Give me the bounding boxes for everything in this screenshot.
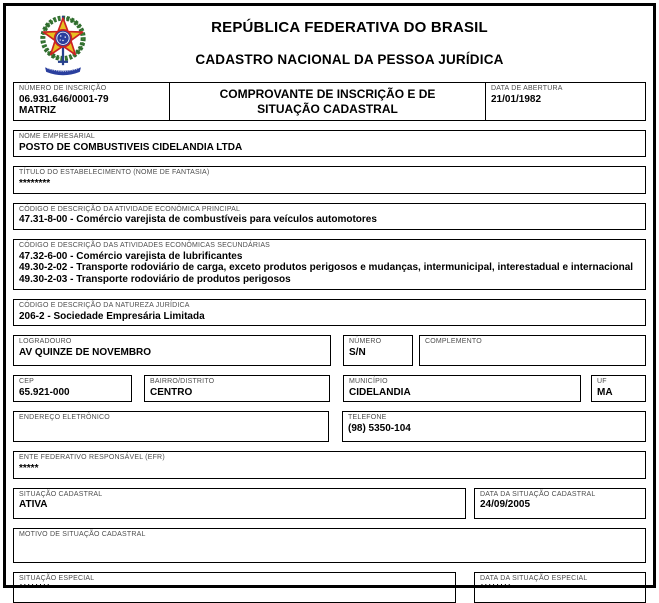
field-natureza-juridica [13,299,646,326]
bairro-value: CENTRO [150,386,193,398]
field-numero [343,335,413,366]
nome-empresarial-label: NOME EMPRESARIAL [19,133,95,140]
telefone-value: (98) 5350-104 [348,423,411,435]
efr-value: ***** [19,463,39,475]
field-telefone [342,411,646,442]
field-efr [13,451,646,478]
nome-fantasia-label: TÍTULO DO ESTABELECIMENTO (NOME DE FANTASIA) [19,169,210,177]
field-situacao-especial [13,572,456,603]
matriz-flag: MATRIZ [19,105,57,117]
complemento-label: COMPLEMENTO [425,338,482,346]
numero-label: NÚMERO [349,338,382,346]
header-titles [13,6,646,67]
data-abertura-label: DATA DE ABERTURA [491,85,563,92]
numero-value: S/N [349,346,366,358]
cep-label: CEP [19,378,34,386]
document-title-cell [170,83,485,120]
situacao-especial-value: ******** [19,583,51,595]
field-data-abertura [485,83,645,120]
cnpj-certificate-page [3,3,656,595]
top-row [13,82,646,121]
municipio-label: MUNICÍPIO [349,378,388,386]
registry-title: CADASTRO NACIONAL DA PESSOA JURÍDICA [195,52,504,67]
logradouro-value: AV QUINZE DE NOVEMBRO [19,346,152,358]
field-nome-fantasia [13,166,646,193]
field-logradouro [13,335,331,366]
atividade-secundaria-item: 49.30-2-03 - Transporte rodoviário de produtos perigosos [19,274,291,286]
field-nome-empresarial [13,130,646,157]
field-motivo-situacao-cadastral [13,528,646,563]
field-atividade-principal [13,203,646,230]
endereco-eletronico-label: ENDEREÇO ELETRÔNICO [19,414,110,422]
situacao-cadastral-value: ATIVA [19,499,48,511]
situacao-especial-label: SITUAÇÃO ESPECIAL [19,574,95,582]
data-situacao-cadastral-value: 24/09/2005 [480,499,531,511]
field-cep [13,375,132,402]
data-situacao-cadastral-label: DATA DA SITUAÇÃO CADASTRAL [480,490,596,498]
uf-value: MA [597,386,613,398]
atividade-principal-label: CÓDIGO E DESCRIÇÃO DA ATIVIDADE ECONÔMICA PRINCIPAL [19,205,241,213]
municipio-value: CIDELANDIA [349,386,411,398]
atividades-secundarias-label: CÓDIGO E DESCRIÇÃO DAS ATIVIDADES ECONÔMICAS SECUNDÁRIAS [19,241,271,249]
situacao-cadastral-label: SITUAÇÃO CADASTRAL [19,490,103,498]
nome-empresarial-value: POSTO DE COMBUSTIVEIS CIDELANDIA LTDA [19,141,243,153]
field-situacao-cadastral [13,488,466,519]
field-atividades-secundarias [13,239,646,290]
field-municipio [343,375,581,402]
atividade-secundaria-item: 47.32-6-00 - Comércio varejista de lubrificantes [19,250,243,262]
page-header [13,6,646,82]
numero-inscricao-label: NÚMERO DE INSCRIÇÃO [19,85,107,92]
field-endereco-eletronico [13,411,329,442]
republic-title: REPÚBLICA FEDERATIVA DO BRASIL [211,19,488,36]
motivo-situacao-label: MOTIVO DE SITUAÇÃO CADASTRAL [19,530,146,538]
numero-inscricao-value: 06.931.646/0001-79 [19,93,109,105]
field-data-situacao-cadastral [474,488,646,519]
field-data-situacao-especial [474,572,646,603]
field-uf [591,375,646,402]
bairro-label: BAIRRO/DISTRITO [150,378,215,386]
atividade-secundaria-item: 49.30-2-02 - Transporte rodoviário de carga, exceto produtos perigosos e mudanças, intermunicipal, interestadual e internacional [19,262,634,274]
data-situacao-especial-label: DATA DA SITUAÇÃO ESPECIAL [480,574,588,582]
efr-label: ENTE FEDERATIVO RESPONSÁVEL (EFR) [19,454,165,462]
atividade-principal-value: 47.31-8-00 - Comércio varejista de combustíveis para veículos automotores [19,214,377,226]
nome-fantasia-value: ******** [19,178,51,189]
cep-value: 65.921-000 [19,386,70,398]
field-numero-inscricao [14,83,170,120]
natureza-juridica-value: 206-2 - Sociedade Empresária Limitada [19,310,205,322]
data-situacao-especial-value: ******** [480,583,512,595]
telefone-label: TELEFONE [348,414,387,422]
field-complemento [419,335,646,366]
brazil-coat-of-arms-icon [35,11,91,79]
field-bairro [144,375,330,402]
document-title: COMPROVANTE DE INSCRIÇÃO E DE SITUAÇÃO CADASTRAL [219,86,436,116]
logradouro-label: LOGRADOURO [19,338,72,346]
uf-label: UF [597,378,607,386]
natureza-juridica-label: CÓDIGO E DESCRIÇÃO DA NATUREZA JURÍDICA [19,301,190,309]
data-abertura-value: 21/01/1982 [491,93,542,105]
